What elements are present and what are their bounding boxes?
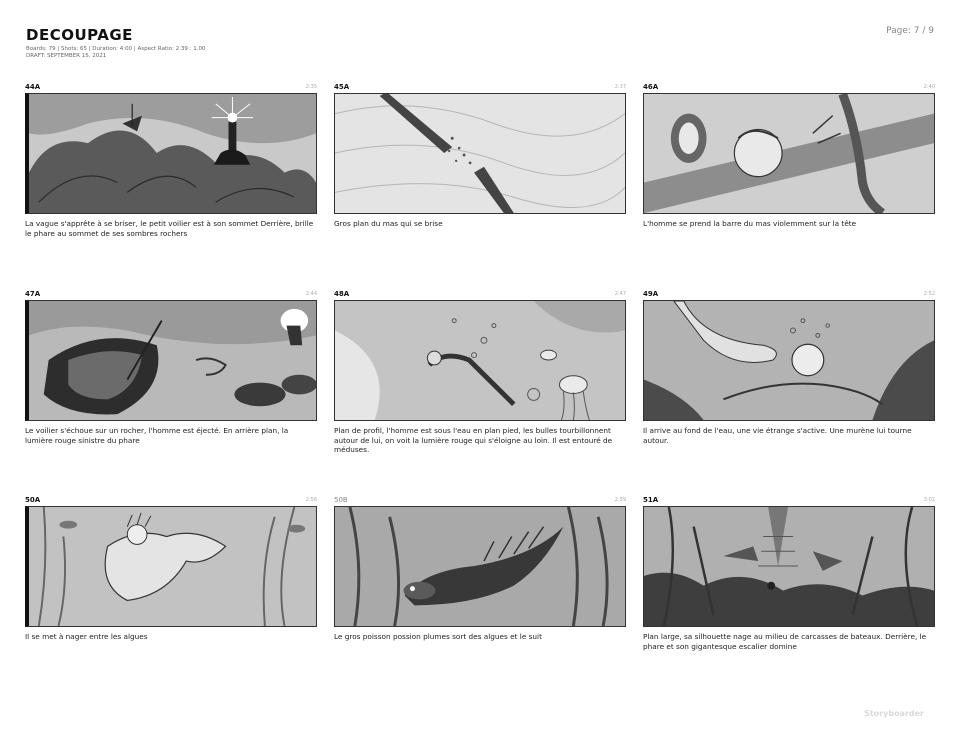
- shot-description: Le voilier s'échoue sur un rocher, l'homme est éjecté. En arrière plan, la lumière rouge sinistre du phare: [25, 426, 289, 445]
- panel-header: [643, 497, 935, 505]
- timecode: 2:44: [305, 291, 317, 297]
- sketch-frame[interactable]: [643, 300, 935, 421]
- meta-draft-date: DRAFT: SEPTEMBER 15, 2021: [26, 53, 107, 59]
- timecode: 2:52: [923, 291, 935, 297]
- panel-header: [334, 291, 626, 299]
- panel-header: [25, 84, 317, 92]
- document-meta: [26, 46, 205, 60]
- storyboard-panel[interactable]: [643, 497, 935, 651]
- shot-description: Plan large, sa silhouette nage au milieu de carcasses de bateaux. Derrière, le phare et son gigantesque escalier domine: [643, 632, 927, 651]
- sketch-frame[interactable]: [25, 300, 317, 421]
- man-hit-sketch: [644, 94, 934, 213]
- storyboard-panel[interactable]: [334, 497, 626, 642]
- storyboard-panel[interactable]: [643, 84, 935, 229]
- shot-number: 50B: [334, 496, 348, 504]
- swim-algae-sketch: [29, 507, 316, 626]
- lighthouse-wave-sketch: [29, 94, 316, 213]
- shot-description: La vague s'apprête à se briser, le petit voilier est à son sommet Derrière, brille le phare au sommet de ses sombres rochers: [25, 219, 314, 238]
- document-title: DECOUPAGE: [26, 26, 133, 44]
- shot-number: 51A: [643, 496, 659, 504]
- timecode: 3:02: [923, 497, 935, 503]
- storyboarder-watermark: Storyboarder: [864, 709, 924, 718]
- shot-number: 46A: [643, 83, 659, 91]
- feather-fish-sketch: [335, 507, 625, 626]
- storyboard-panel[interactable]: [25, 291, 317, 445]
- timecode: 2:35: [305, 84, 317, 90]
- panel-header: [334, 497, 626, 505]
- shot-number: 44A: [25, 83, 41, 91]
- sketch-frame[interactable]: [334, 300, 626, 421]
- panel-header: [25, 497, 317, 505]
- shot-description: Plan de profil, l'homme est sous l'eau en plan pied, les bulles tourbillonnent autour de lui, on voit la lumière rouge qui s'éloigne au loin. Il est entouré de méduses.: [334, 426, 613, 455]
- shipwreck-sketch: [29, 301, 316, 420]
- storyboard-panel[interactable]: [334, 291, 626, 455]
- shot-number: 45A: [334, 83, 350, 91]
- page-number: Page: 7 / 9: [886, 26, 934, 36]
- sketch-frame[interactable]: [643, 93, 935, 214]
- sketch-frame[interactable]: [334, 93, 626, 214]
- timecode: 2:37: [614, 84, 626, 90]
- storyboard-panel[interactable]: [25, 497, 317, 642]
- shot-description: L'homme se prend la barre du mas violemment sur la tête: [643, 219, 857, 228]
- timecode: 2:56: [305, 497, 317, 503]
- sketch-frame[interactable]: [334, 506, 626, 627]
- wrecks-sketch: [644, 507, 934, 626]
- breaking-mast-sketch: [335, 94, 625, 213]
- shot-number: 48A: [334, 290, 350, 298]
- meta-stats: Boards: 79 | Shots: 65 | Duration: 4:00 | Aspect Ratio: 2.39 : 1.00: [26, 46, 206, 52]
- sketch-frame[interactable]: [25, 506, 317, 627]
- shot-description: Le gros poisson possion plumes sort des algues et le suit: [334, 632, 542, 641]
- panel-header: [643, 84, 935, 92]
- timecode: 2:47: [614, 291, 626, 297]
- underwater-jellyfish-sketch: [335, 301, 625, 420]
- storyboard-panel[interactable]: [643, 291, 935, 445]
- shot-description: Gros plan du mas qui se brise: [334, 219, 443, 228]
- shot-description: Il arrive au fond de l'eau, une vie étrange s'active. Une murène lui tourne autour.: [643, 426, 912, 445]
- panel-header: [643, 291, 935, 299]
- storyboard-panel[interactable]: [25, 84, 317, 238]
- shot-number: 50A: [25, 496, 41, 504]
- timecode: 2:40: [923, 84, 935, 90]
- panel-header: [334, 84, 626, 92]
- shot-number: 49A: [643, 290, 659, 298]
- panel-header: [25, 291, 317, 299]
- sketch-frame[interactable]: [25, 93, 317, 214]
- timecode: 2:59: [614, 497, 626, 503]
- shot-number: 47A: [25, 290, 41, 298]
- sketch-frame[interactable]: [643, 506, 935, 627]
- storyboard-panel[interactable]: [334, 84, 626, 229]
- shot-description: Il se met à nager entre les algues: [25, 632, 148, 641]
- moray-sketch: [644, 301, 934, 420]
